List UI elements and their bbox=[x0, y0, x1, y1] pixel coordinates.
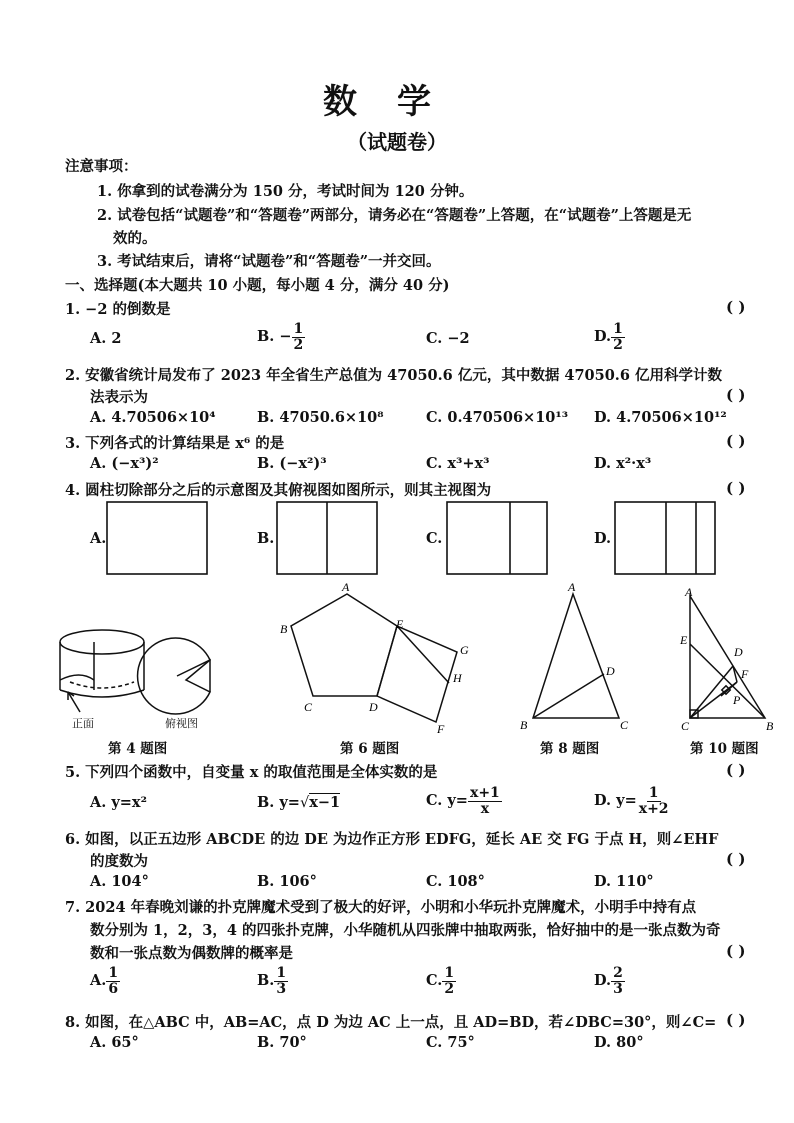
figure-10-triangle bbox=[690, 596, 765, 718]
question-3-stem: 3. 下列各式的计算结果是 x⁶ 的是 bbox=[65, 435, 285, 452]
section-heading: 一、选择题(本大题共 10 小题，每小题 4 分，满分 40 分) bbox=[65, 277, 450, 294]
page-subtitle: （试题卷） bbox=[347, 130, 447, 154]
figure-8-label-c: C bbox=[620, 718, 629, 732]
q4-option-a-rect bbox=[107, 502, 207, 574]
q3-option-a: A. (−x³)² bbox=[90, 455, 159, 472]
q7-option-a: A. $\frac{1}{6}$ bbox=[90, 965, 119, 997]
question-6-stem: 6. 如图，以正五边形 ABCDE 的边 DE 为边作正方形 EDFG，延长 AE 交 FG 于点 H，则∠EHF bbox=[65, 831, 719, 848]
figure-8-label-a: A bbox=[568, 580, 576, 594]
question-7-stem-cont: 数和一张点数为偶数牌的概率是 bbox=[90, 945, 293, 962]
figure-4 bbox=[50, 620, 240, 730]
q6-option-a: A. 104° bbox=[90, 873, 149, 890]
q1-option-b: B. − $\frac{1}{2}$ bbox=[257, 321, 304, 353]
question-7-stem: 7. 2024 年春晚刘谦的扑克牌魔术受到了极大的好评，小明和小华玩扑克牌魔术，小明手中持有点 bbox=[65, 899, 697, 916]
figure-6-square bbox=[377, 626, 457, 722]
q8-option-c: C. 75° bbox=[426, 1034, 475, 1051]
answer-paren: ( ) bbox=[726, 298, 746, 316]
q3-option-d: D. x²·x³ bbox=[594, 455, 652, 472]
answer-paren: ( ) bbox=[726, 850, 746, 868]
figure-6-label-c: C bbox=[304, 700, 313, 714]
q4-option-c-rect bbox=[447, 502, 547, 574]
notice-item: 3. 考试结束后，请将“试题卷”和“答题卷”一并交回。 bbox=[97, 253, 441, 270]
notice-heading: 注意事项： bbox=[65, 158, 138, 175]
q6-option-b: B. 106° bbox=[257, 873, 317, 890]
q8-option-a: A. 65° bbox=[90, 1034, 139, 1051]
q6-option-c: C. 108° bbox=[426, 873, 485, 890]
q7-option-c: C. $\frac{1}{2}$ bbox=[426, 965, 455, 997]
figure-10 bbox=[675, 584, 785, 740]
q2-option-b: B. 47050.6×10⁸ bbox=[257, 409, 384, 426]
page-title: 数学 bbox=[323, 82, 471, 122]
figure-10-label-e: E bbox=[680, 633, 688, 647]
question-2-stem-cont: 法表示为 bbox=[90, 389, 148, 406]
answer-paren: ( ) bbox=[726, 761, 746, 779]
q7-option-d: D. $\frac{2}{3}$ bbox=[594, 965, 623, 997]
figure-10-label-a: A bbox=[685, 585, 693, 599]
question-6-stem-cont: 的度数为 bbox=[90, 853, 148, 870]
figure-8-line-bd bbox=[533, 674, 604, 718]
q6-option-d: D. 110° bbox=[594, 873, 654, 890]
figure-10-line-eb bbox=[690, 644, 765, 718]
figure-8-label-d: D bbox=[606, 664, 615, 678]
q4-option-d-rect bbox=[615, 502, 715, 574]
answer-paren: ( ) bbox=[726, 432, 746, 450]
figure-6-label-f: F bbox=[437, 722, 445, 736]
notice-item: 2. 试卷包括“试题卷”和“答题卷”两部分，请务必在“答题卷”上答题，在“试题卷”上答题是无 bbox=[97, 207, 692, 224]
question-1-stem: 1. −2 的倒数是 bbox=[65, 301, 171, 318]
question-7-stem-cont: 数分别为 1，2，3，4 的四张扑克牌，小华随机从四张牌中抽取两张，恰好抽中的是一张点数为奇 bbox=[90, 922, 721, 939]
figure-6-label-a: A bbox=[342, 580, 350, 594]
answer-paren: ( ) bbox=[726, 1011, 746, 1029]
question-8-stem: 8. 如图，在△ABC 中，AB=AC，点 D 为边 AC 上一点，且 AD=BD，若∠DBC=30°，则∠C= bbox=[65, 1014, 717, 1031]
figure-6-label-g: G bbox=[460, 643, 469, 657]
q3-option-b: B. (−x²)³ bbox=[257, 455, 327, 472]
notice-item: 1. 你拿到的试卷满分为 150 分，考试时间为 120 分钟。 bbox=[97, 183, 474, 200]
q2-option-c: C. 0.470506×10¹³ bbox=[426, 409, 569, 426]
figure-6-caption: 第 6 题图 bbox=[340, 741, 400, 757]
q7-option-b: B. $\frac{1}{3}$ bbox=[257, 965, 287, 997]
figure-10-caption: 第 10 题图 bbox=[690, 741, 759, 757]
question-2-stem: 2. 安徽省统计局发布了 2023 年全省生产总值为 47050.6 亿元，其中数据 47050.6 亿用科学计数 bbox=[65, 367, 722, 384]
q5-option-d: D. y= $\frac{1}{x+2}$ bbox=[594, 785, 669, 817]
figure-6-label-b: B bbox=[280, 622, 288, 636]
q5-option-a: A. y=x² bbox=[90, 794, 147, 811]
q1-option-d: D. $\frac{1}{2}$ bbox=[594, 321, 623, 353]
figure-10-label-d: D bbox=[734, 645, 743, 659]
answer-paren: ( ) bbox=[726, 479, 746, 497]
figure-8 bbox=[510, 578, 640, 738]
q2-option-a: A. 4.70506×10⁴ bbox=[90, 409, 216, 426]
answer-paren: ( ) bbox=[726, 386, 746, 404]
q2-option-d: D. 4.70506×10¹² bbox=[594, 409, 727, 426]
figure-8-triangle bbox=[533, 594, 619, 718]
figure-4-caption: 第 4 题图 bbox=[108, 741, 168, 757]
figure-10-label-c: C bbox=[681, 719, 690, 733]
figure-10-label-p: P bbox=[733, 693, 741, 707]
q1-option-a: A. 2 bbox=[90, 330, 122, 347]
q4-option-d-label: D. bbox=[594, 530, 612, 547]
q1-option-c: C. −2 bbox=[426, 330, 470, 347]
q4-option-a-label: A. bbox=[90, 530, 107, 547]
q4-option-c-label: C. bbox=[426, 530, 443, 547]
q3-option-c: C. x³+x³ bbox=[426, 455, 490, 472]
figure-4-top-label: 俯视图 bbox=[165, 717, 198, 730]
q8-option-b: B. 70° bbox=[257, 1034, 307, 1051]
question-4-stem: 4. 圆柱切除部分之后的示意图及其俯视图如图所示，则其主视图为 bbox=[65, 482, 492, 499]
notice-item: 效的。 bbox=[113, 230, 157, 247]
figure-10-label-f: F bbox=[741, 667, 749, 681]
figure-8-caption: 第 8 题图 bbox=[540, 741, 600, 757]
q8-option-d: D. 80° bbox=[594, 1034, 644, 1051]
figure-6-line-ah bbox=[397, 626, 449, 683]
q5-option-b: B. y=√x−1 bbox=[257, 794, 341, 811]
figure-6-label-e: E bbox=[396, 617, 404, 631]
question-5-stem: 5. 下列四个函数中，自变量 x 的取值范围是全体实数的是 bbox=[65, 764, 438, 781]
figure-6 bbox=[270, 578, 480, 738]
figure-4-front-label: 正面 bbox=[72, 717, 94, 730]
figure-6-label-h: H bbox=[453, 671, 462, 685]
figure-10-label-b: B bbox=[766, 719, 774, 733]
answer-paren: ( ) bbox=[726, 942, 746, 960]
q4-option-b-label: B. bbox=[257, 530, 275, 547]
figure-8-label-b: B bbox=[520, 718, 528, 732]
q5-option-c: C. y= $\frac{x+1}{x}$ bbox=[426, 785, 500, 817]
figure-6-label-d: D bbox=[369, 700, 378, 714]
